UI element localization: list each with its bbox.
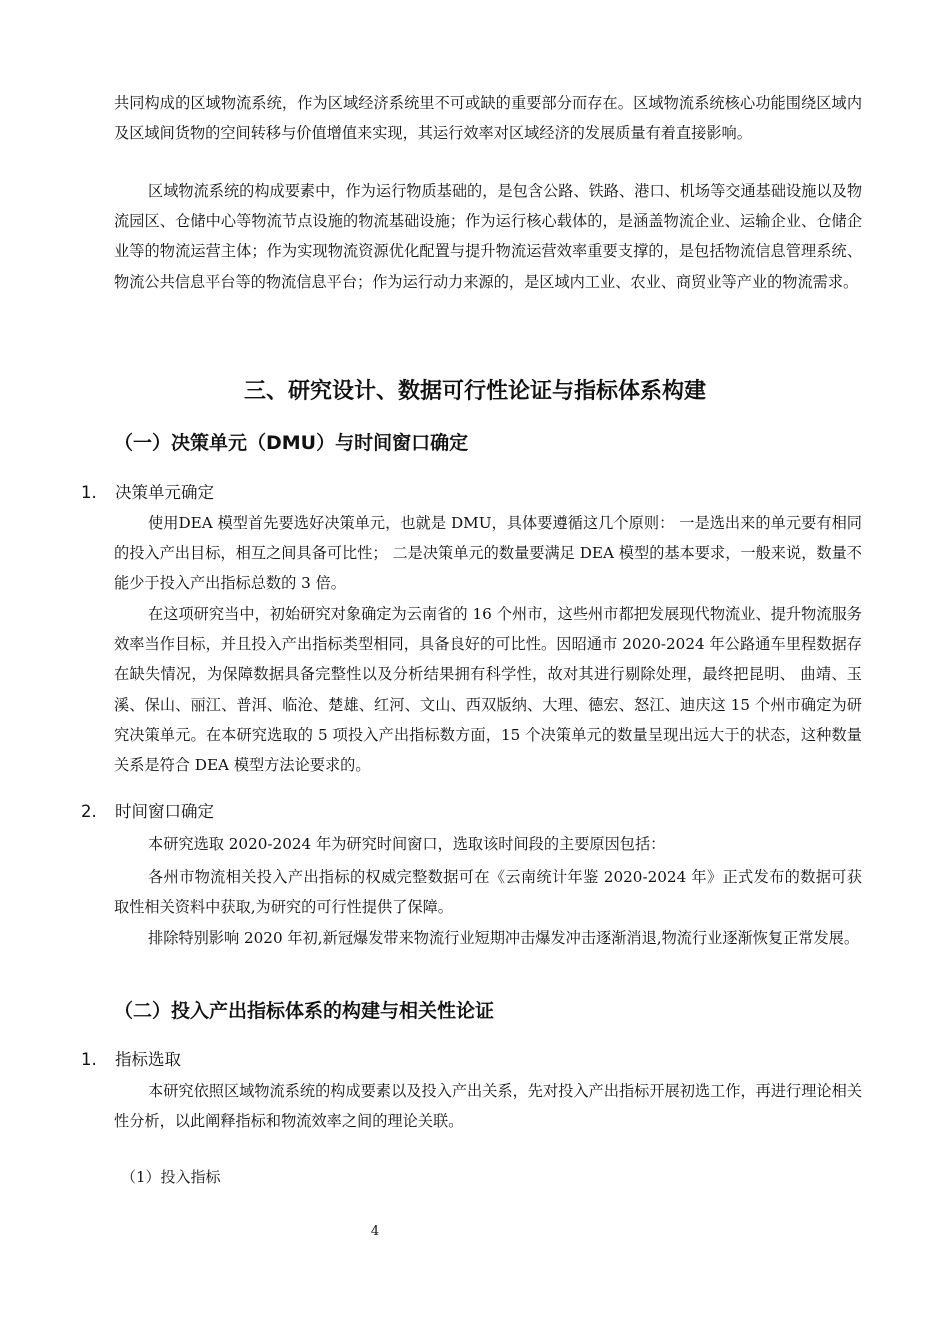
paragraph-logistics-elements: 区域物流系统的构成要素中，作为运行物质基础的，是包含公路、铁路、港口、机场等交通基础设施以及物流园区、仓储中心等物流节点设施的物流基础设施；作为运行核心载体的，是涵盖物流企业、运输企业、仓储企业等的物流运营主体；作为实现物流资源优化配置与提升物流运营效率重要支撑的，是包括物流信息管理系统、物流公共信息平台等的物流信息平台；作为运行动力来源的，是区域内工业、农业、商贸业等产业的物流需求。 xyxy=(114,182,862,291)
paragraph-regional-logistics-system: 共同构成的区域物流系统，作为区域经济系统里不可或缺的重要部分而存在。区域物流系统核心功能围绕区域内及区域间货物的空间转移与价值增值来实现，其运行效率对区域经济的发展质量有着直接影响。 xyxy=(114,94,862,143)
item-label: 决策单元确定 xyxy=(115,483,214,502)
page-number: 4 xyxy=(370,1224,380,1239)
paragraph-data-availability: 各州市物流相关投入产出指标的权威完整数据可在《云南统计年鉴 2020-2024 年》正式发布的数据可获取性相关资料中获取,为研究的可行性提供了保障。 xyxy=(114,868,862,917)
item-number: 1. xyxy=(81,483,97,502)
item-heading-time-window xyxy=(81,800,214,824)
item-heading-dmu xyxy=(81,481,214,505)
item-label: 指标选取 xyxy=(115,1050,181,1069)
item-number: 2. xyxy=(81,802,97,821)
input-indicators-label: （1）投入指标 xyxy=(121,1168,221,1186)
paragraph-indicator-selection: 本研究依照区域物流系统的构成要素以及投入产出关系，先对投入产出指标开展初选工作，再进行理论相关性分析，以此阐释指标和物流效率之间的理论关联。 xyxy=(114,1082,862,1131)
item-number: 1. xyxy=(81,1050,97,1069)
paragraph-time-window: 本研究选取 2020-2024 年为研究时间窗口，选取该时间段的主要原因包括： xyxy=(148,835,666,853)
paragraph-dmu-principles: 使用DEA 模型首先要选好决策单元，也就是 DMU，具体要遵循这几个原则： 一是选出来的单元要有相同的投入产出目标，相互之间具备可比性； 二是决策单元的数量要满足 DEA 模型的基本要求，一般来说，数量不能少于投入产出指标总数的 3 倍。 xyxy=(114,514,862,593)
section-title: 三、研究设计、数据可行性论证与指标体系构建 xyxy=(243,379,706,404)
item-label: 时间窗口确定 xyxy=(115,802,214,821)
paragraph-dmu-selection: 在这项研究当中，初始研究对象确定为云南省的 16 个州市，这些州市都把发展现代物流业、提升物流服务效率当作目标，并且投入产出指标类型相同，具备良好的可比性。因昭通市 2020-2024 年公路通车里程数据存在缺失情况，为保障数据具备完整性以及分析结果拥有科学性，故对其进行剔除处理，最终把昆明、 曲靖、玉溪、保山、丽江、普洱、临沧、楚雄、红河、文山、西双版纳、大理、德宏、怒江、迪庆这 15 个州市确定为研究决策单元。在本研究选取的 5 项投入产出指标数方面，15 个决策单元的数量呈现出远大于的状态，这种数量关系是符合 DEA 模型方法论要求的。 xyxy=(114,605,862,775)
subsection-title-indicators: （二）投入产出指标体系的构建与相关性论证 xyxy=(114,1000,495,1022)
item-heading-indicator-selection xyxy=(81,1048,181,1072)
paragraph-covid-impact: 排除特别影响 2020 年初,新冠爆发带来物流行业短期冲击爆发冲击逐渐消退,物流行业逐渐恢复正常发展。 xyxy=(148,929,860,947)
subsection-title-dmu: （一）决策单元（DMU）与时间窗口确定 xyxy=(114,432,469,454)
